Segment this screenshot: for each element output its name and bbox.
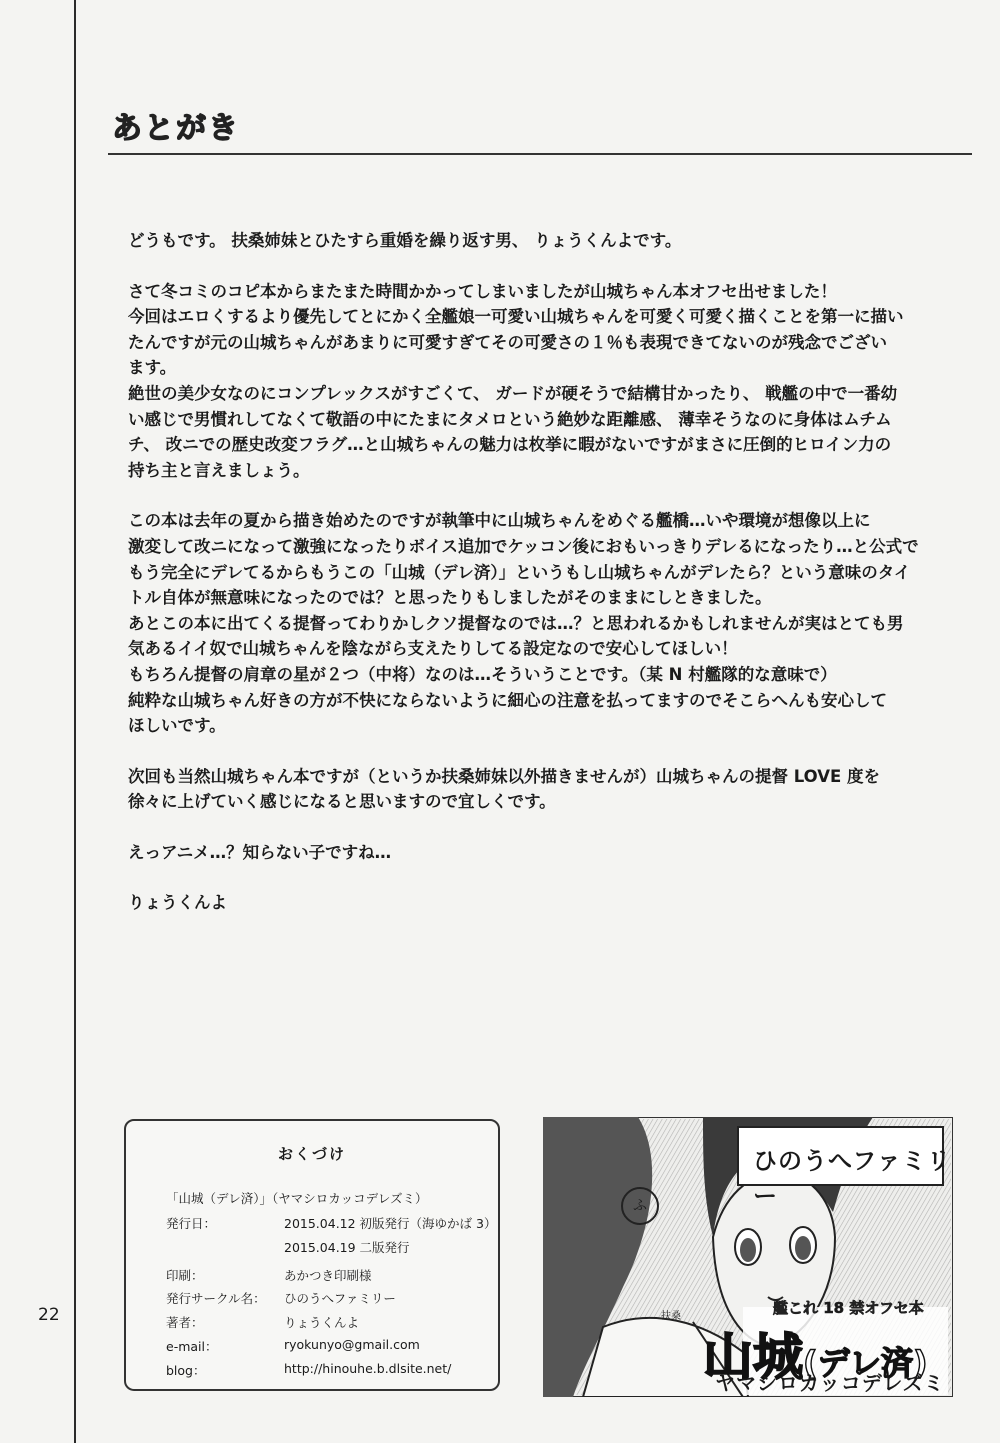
colophon-label: blog： (166, 1363, 206, 1378)
colophon-row (166, 1361, 452, 1379)
colophon-value: りょうくんよ (284, 1315, 360, 1330)
afterword-line: 徐々に上げていく感じになると思いますので宜しくです。 (128, 792, 556, 812)
afterword-line: 次回も当然山城ちゃん本ですが（というか扶桑姉妹以外描きませんが）山城ちゃんの提督 LOVE 度を (128, 766, 881, 786)
colophon-label: 発行日： (166, 1216, 217, 1231)
colophon-value: ryokunyo@gmail.com (284, 1337, 420, 1352)
afterword-line: ほしいです。 (128, 716, 226, 736)
afterword-line: 持ち主と言えましょう。 (128, 460, 310, 480)
colophon-row (166, 1337, 420, 1355)
afterword-line: この本は去年の夏から描き始めたのですが執筆中に山城ちゃんをめぐる艦橋…いや環境が想像以上に (128, 511, 871, 531)
afterword-line: 気あるイイ奴で山城ちゃんを陰ながら支えたりしてる設定なので安心してほしい！ (128, 639, 738, 659)
advert-tagline: 艦これ 18 禁オフセ本 (773, 1299, 924, 1317)
page-number: 22 (38, 1305, 60, 1325)
page-edge-rule (74, 0, 76, 1443)
colophon-row (166, 1313, 360, 1331)
afterword-line: たんですが元の山城ちゃんがあまりに可愛すぎてその可愛さの１％も表現できてないのが残念でござい (128, 332, 887, 352)
colophon-label: e-mail： (166, 1339, 218, 1354)
afterword-line: もちろん提督の肩章の星が２つ（中将）なのは…そういうことです。（某 N 村艦隊的な意味で） (128, 664, 837, 684)
afterword-line: えっアニメ…？知らない子ですね… (128, 842, 392, 862)
afterword-line: 今回はエロくするより優先してとにかく全艦娘一可愛い山城ちゃんを可愛く可愛く描くことを第一に描い (128, 307, 904, 327)
afterword-paragraph (128, 840, 958, 866)
afterword-paragraph (128, 508, 958, 738)
afterword-line: ます。 (128, 358, 177, 378)
colophon-row (166, 1238, 410, 1255)
advert-circle-name: ひのうへファミリー (753, 1147, 952, 1210)
afterword-line: 絶世の美少女なのにコンプレックスがすごくて、 ガードが硬そうで結構甘かったり、 戦艦の中で一番幼 (128, 383, 898, 403)
advert-title-paren: (デレ済) (803, 1344, 928, 1382)
colophon-value: 2015.04.12 初版発行（海ゆかば 3） (284, 1216, 497, 1231)
afterword-line: りょうくんよ (128, 893, 227, 913)
afterword-paragraph (128, 279, 958, 484)
colophon-label: 著者： (166, 1315, 204, 1330)
advert-reading: ヤマシロカッコデレズミ (715, 1371, 945, 1395)
afterword-line: 激変して改ニになって激強になったりボイス追加でケッコン後におもいっきりデレるになったり…と公式で (128, 536, 919, 556)
colophon-title: おくづけ (277, 1145, 346, 1163)
afterword-paragraph (128, 764, 958, 815)
colophon-label: 発行サークル名： (166, 1291, 266, 1306)
colophon-row (166, 1266, 372, 1284)
advert-panel (543, 1117, 953, 1397)
colophon-row (166, 1289, 396, 1307)
circle-mark-text: 扶桑 (661, 1311, 681, 1322)
advert-title-main: 山城 (703, 1328, 803, 1386)
page-title: あとがき (112, 111, 240, 146)
afterword-line: どうもです。 扶桑姉妹とひたすら重婚を繰り返す男、 りょうくんよです。 (128, 231, 682, 250)
afterword-line: 純粋な山城ちゃん好きの方が不快にならないように細心の注意を払ってますのでそこらへんも安心して (128, 690, 887, 710)
afterword-body (128, 228, 958, 941)
afterword-paragraph (128, 228, 958, 254)
title-divider (108, 153, 972, 155)
afterword-line: トル自体が無意味になったのでは？と思ったりもしましたがそのままにしときました。 (128, 588, 772, 608)
colophon-box (124, 1119, 500, 1391)
colophon-value: http://hinouhe.b.dlsite.net/ (284, 1361, 452, 1376)
afterword-line: さて冬コミのコピ本からまたまた時間かかってしまいましたが山城ちゃん本オフセ出せました！ (128, 281, 837, 301)
afterword-line: チ、 改ニでの歴史改変フラグ…と山城ちゃんの魅力は枚挙に暇がないですがまさに圧倒的ヒロイン力の (128, 435, 892, 455)
colophon-book-title: 「山城（デレ済）」（ヤマシロカッコデレズミ） (166, 1191, 428, 1206)
colophon-row (166, 1214, 497, 1232)
circle-mark-icon: ふ (621, 1187, 659, 1225)
colophon-value: あかつき印刷様 (284, 1268, 372, 1283)
afterword-line: もう完全にデレてるからもうこの「山城（デレ済）」というもし山城ちゃんがデレたら？という意味のタイ (128, 562, 911, 582)
afterword-line: い感じで男慣れしてなくて敬語の中にたまにタメロという絶妙な距離感、 薄幸そうなのに身体はムチム (128, 409, 892, 429)
colophon-value: ひのうへファミリー (284, 1291, 396, 1306)
afterword-line: あとこの本に出てくる提督ってわりかしクソ提督なのでは…？と思われるかもしれませんが実はとても男 (128, 613, 904, 633)
colophon-value: 2015.04.19 二版発行 (284, 1240, 410, 1255)
colophon-label: 印刷： (166, 1268, 204, 1283)
afterword-paragraph (128, 890, 958, 916)
